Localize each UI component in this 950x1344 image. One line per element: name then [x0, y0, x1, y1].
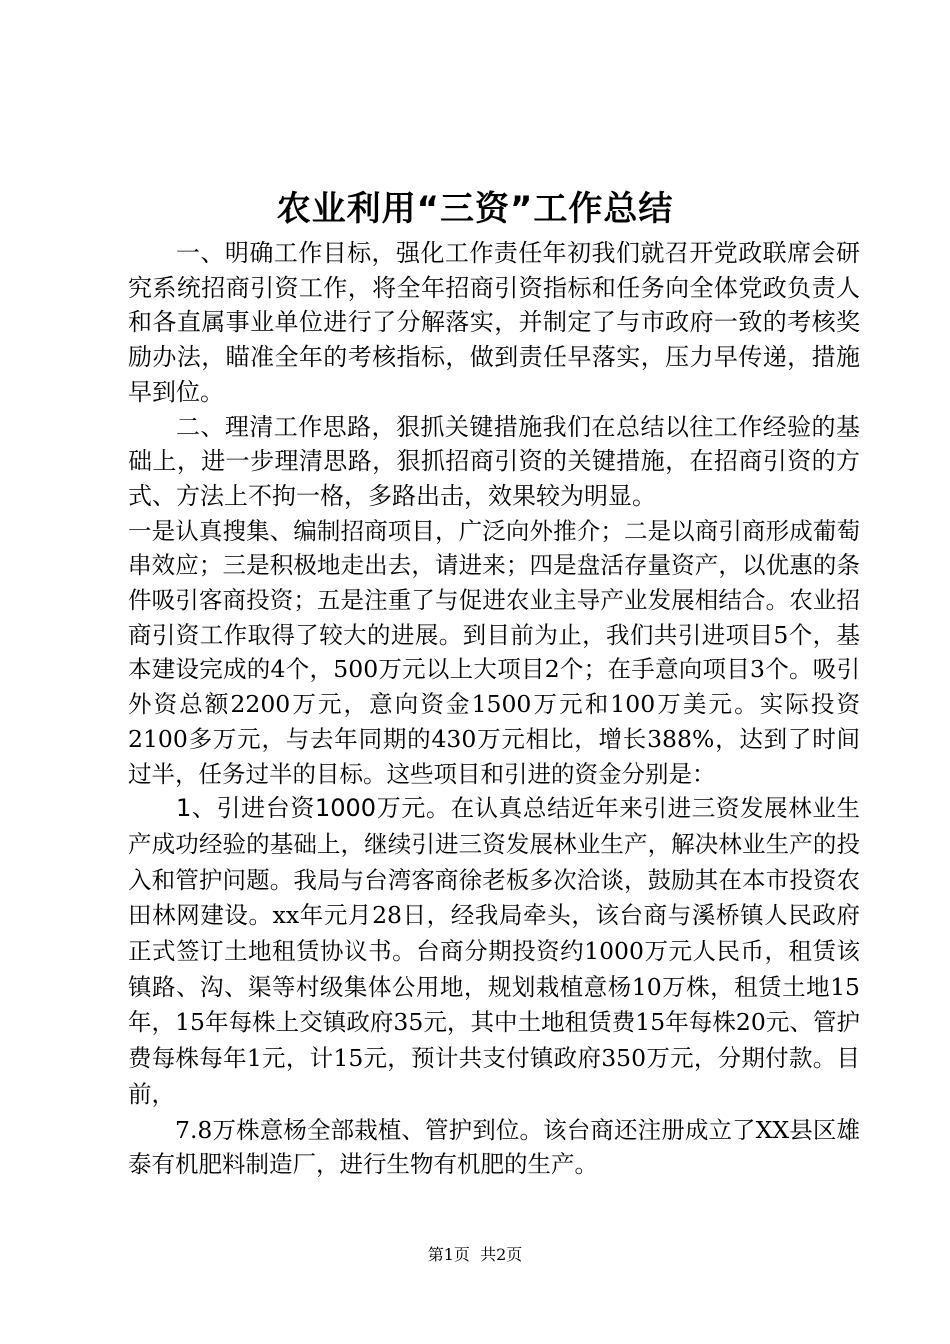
footer-spacer	[470, 1245, 480, 1264]
paragraph-measures: 一是认真搜集、编制招商项目，广泛向外推介；二是以商引商形成葡萄串效应；三是积极地走出去，请进来；四是盘活存量资产，以优惠的条件吸引客商投资；五是注重了与促进农业主导产业发展相结合。农业招商引资工作取得了较大的进展。到目前为止，我们共引进项目5个，基本建设完成的4个，500万元以上大项目2个；在手意向项目3个。吸引外资总额2200万元，意向资金1500万元和100万美元。实际投资2100多万元，与去年同期的430万元相比，增长388%，达到了时间过半，任务过半的目标。这些项目和引进的资金分别是：	[128, 516, 860, 788]
taiwan-investment-heading: 1、引进台资1000万元。	[176, 794, 451, 823]
page-footer	[0, 1244, 950, 1266]
page-number: 第1页	[427, 1245, 470, 1264]
document-body	[128, 236, 860, 1182]
paragraph-approach: 二、理清工作思路，狠抓关键措施我们在总结以往工作经验的基础上，进一步理清思路，狠抓招商引资的关键措施，在招商引资的方式、方法上不拘一格，多路出击，效果较为明显。	[128, 412, 860, 510]
document-title: 农业利用“三资”工作总结	[276, 189, 674, 229]
paragraph-taiwan-investment	[128, 791, 860, 1112]
page-total: 共2页	[480, 1245, 523, 1264]
paragraph-planting-status: 7.8万株意杨全部栽植、管护到位。该台商还注册成立了XX县区雄泰有机肥料制造厂，进行生物有机肥的生产。	[128, 1115, 860, 1179]
taiwan-investment-details: 在认真总结近年来引进三资发展林业生产成功经验的基础上，继续引进三资发展林业生产，解决林业生产的投入和管护问题。我局与台湾客商徐老板多次洽谈，鼓励其在本市投资农田林网建设。xx年元月28日，经我局牵头，该台商与溪桥镇人民政府正式签订土地租赁协议书。台商分期投资约1000万元人民币，租赁该镇路、沟、渠等村级集体公用地，规划栽植意杨10万株，租赁土地15年，15年每株上交镇政府35元，其中土地租赁费15年每株20元、管护费每株每年1元，计15元，预计共支付镇政府350万元，分期付款。目前，	[128, 794, 860, 1108]
paragraph-goals: 一、明确工作目标，强化工作责任年初我们就召开党政联席会研究系统招商引资工作，将全年招商引资指标和任务向全体党政负责人和各直属事业单位进行了分解落实，并制定了与市政府一致的考核奖励办法，瞄准全年的考核指标，做到责任早落实，压力早传递，措施早到位。	[128, 239, 860, 406]
